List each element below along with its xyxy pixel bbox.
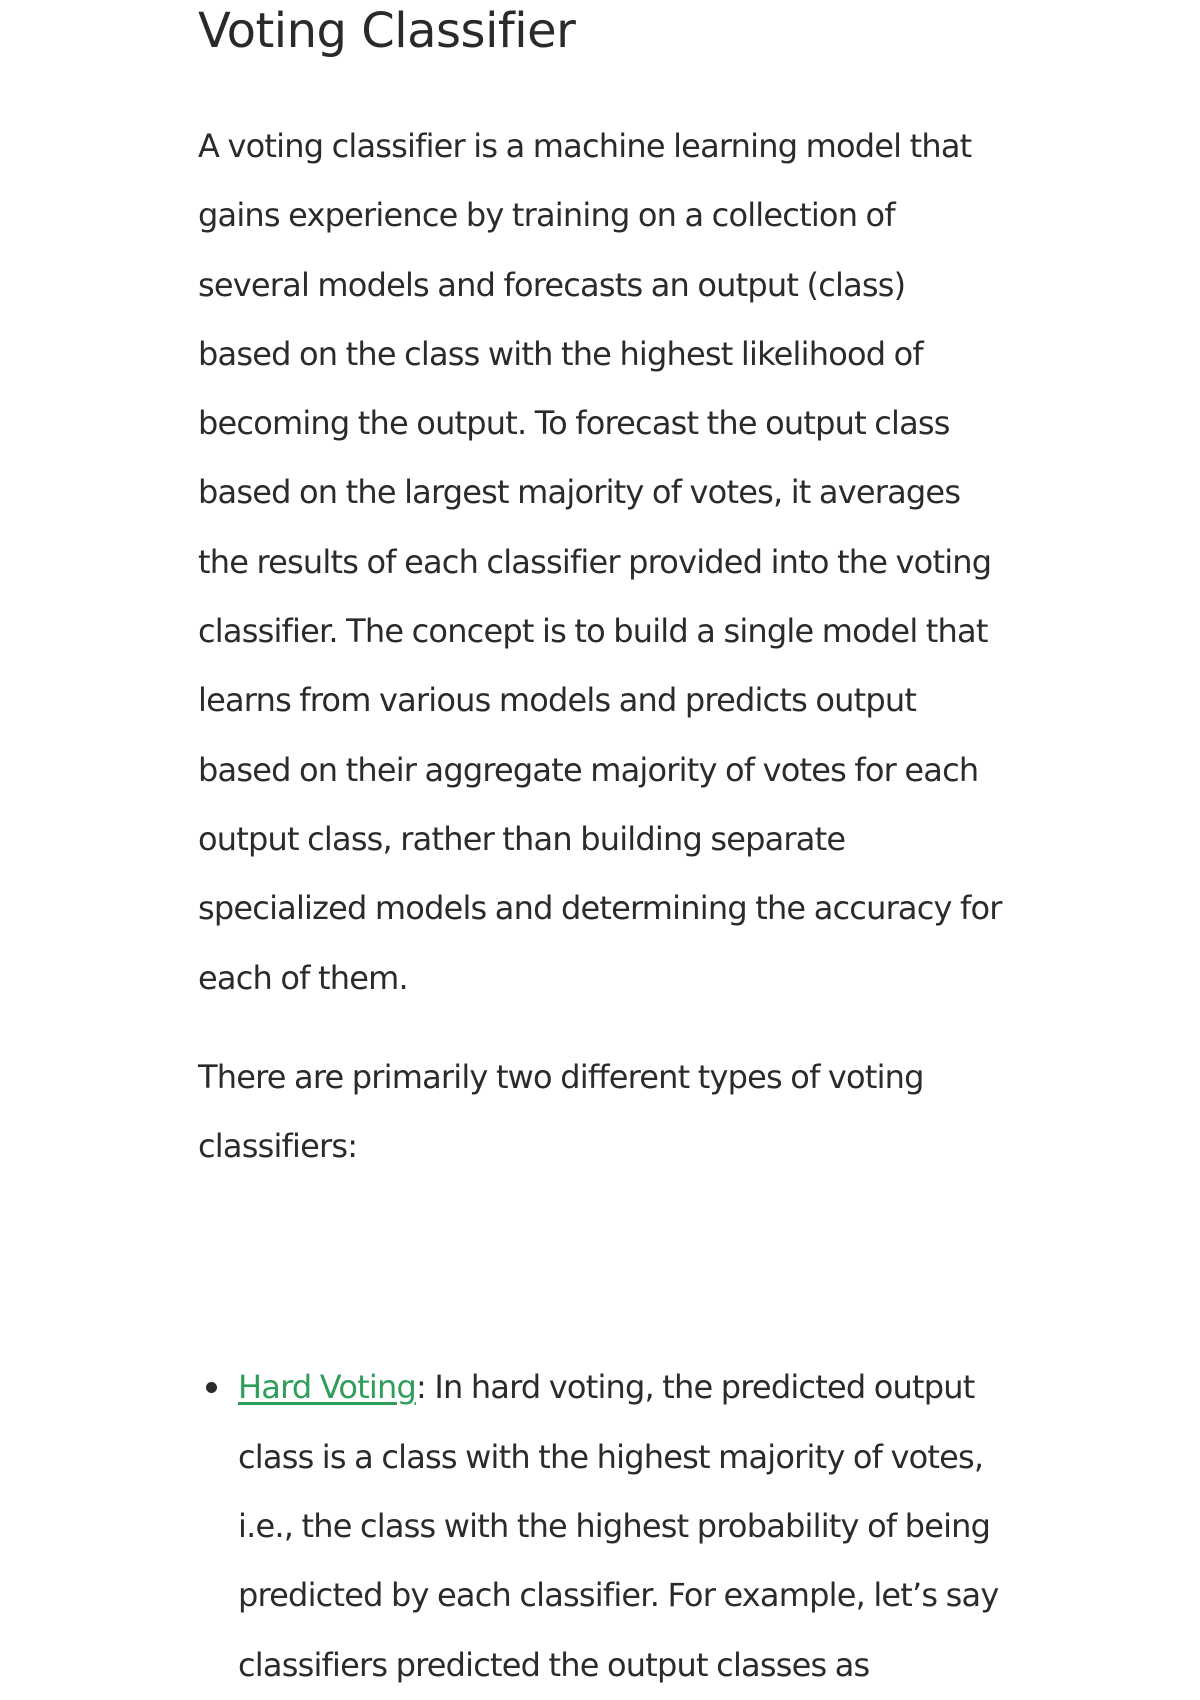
page-title: Voting Classifier: [198, 3, 576, 59]
types-intro-paragraph: There are primarily two different types of voting classifiers:: [198, 1057, 924, 1166]
list-item-hard-voting: [198, 1353, 1008, 1699]
article: [198, 0, 1008, 1700]
hard-voting-link[interactable]: Hard Voting: [238, 1368, 416, 1407]
bullet-icon: [206, 1382, 217, 1393]
intro-paragraph: A voting classifier is a machine learning model that gains experience by training on a collection of several models and forecasts an output (class) based on the class with the highest likelihood of becoming the output. To forecast the output class based on the largest majority of votes, it averages the results of each classifier provided into the voting classifier. The concept is to build a single model that learns from various models and predicts output based on their aggregate majority of votes for each output class, rather than building separate specialized models and determining the accuracy for each of them.: [198, 127, 1002, 997]
voting-types-list: [198, 1353, 1008, 1699]
hard-voting-description: : In hard voting, the predicted output class is a class with the highest majority of votes, i.e., the class with the highest probability of being predicted by each classifier. For example, let’s say classifiers predicted the output classes as: [238, 1368, 999, 1684]
